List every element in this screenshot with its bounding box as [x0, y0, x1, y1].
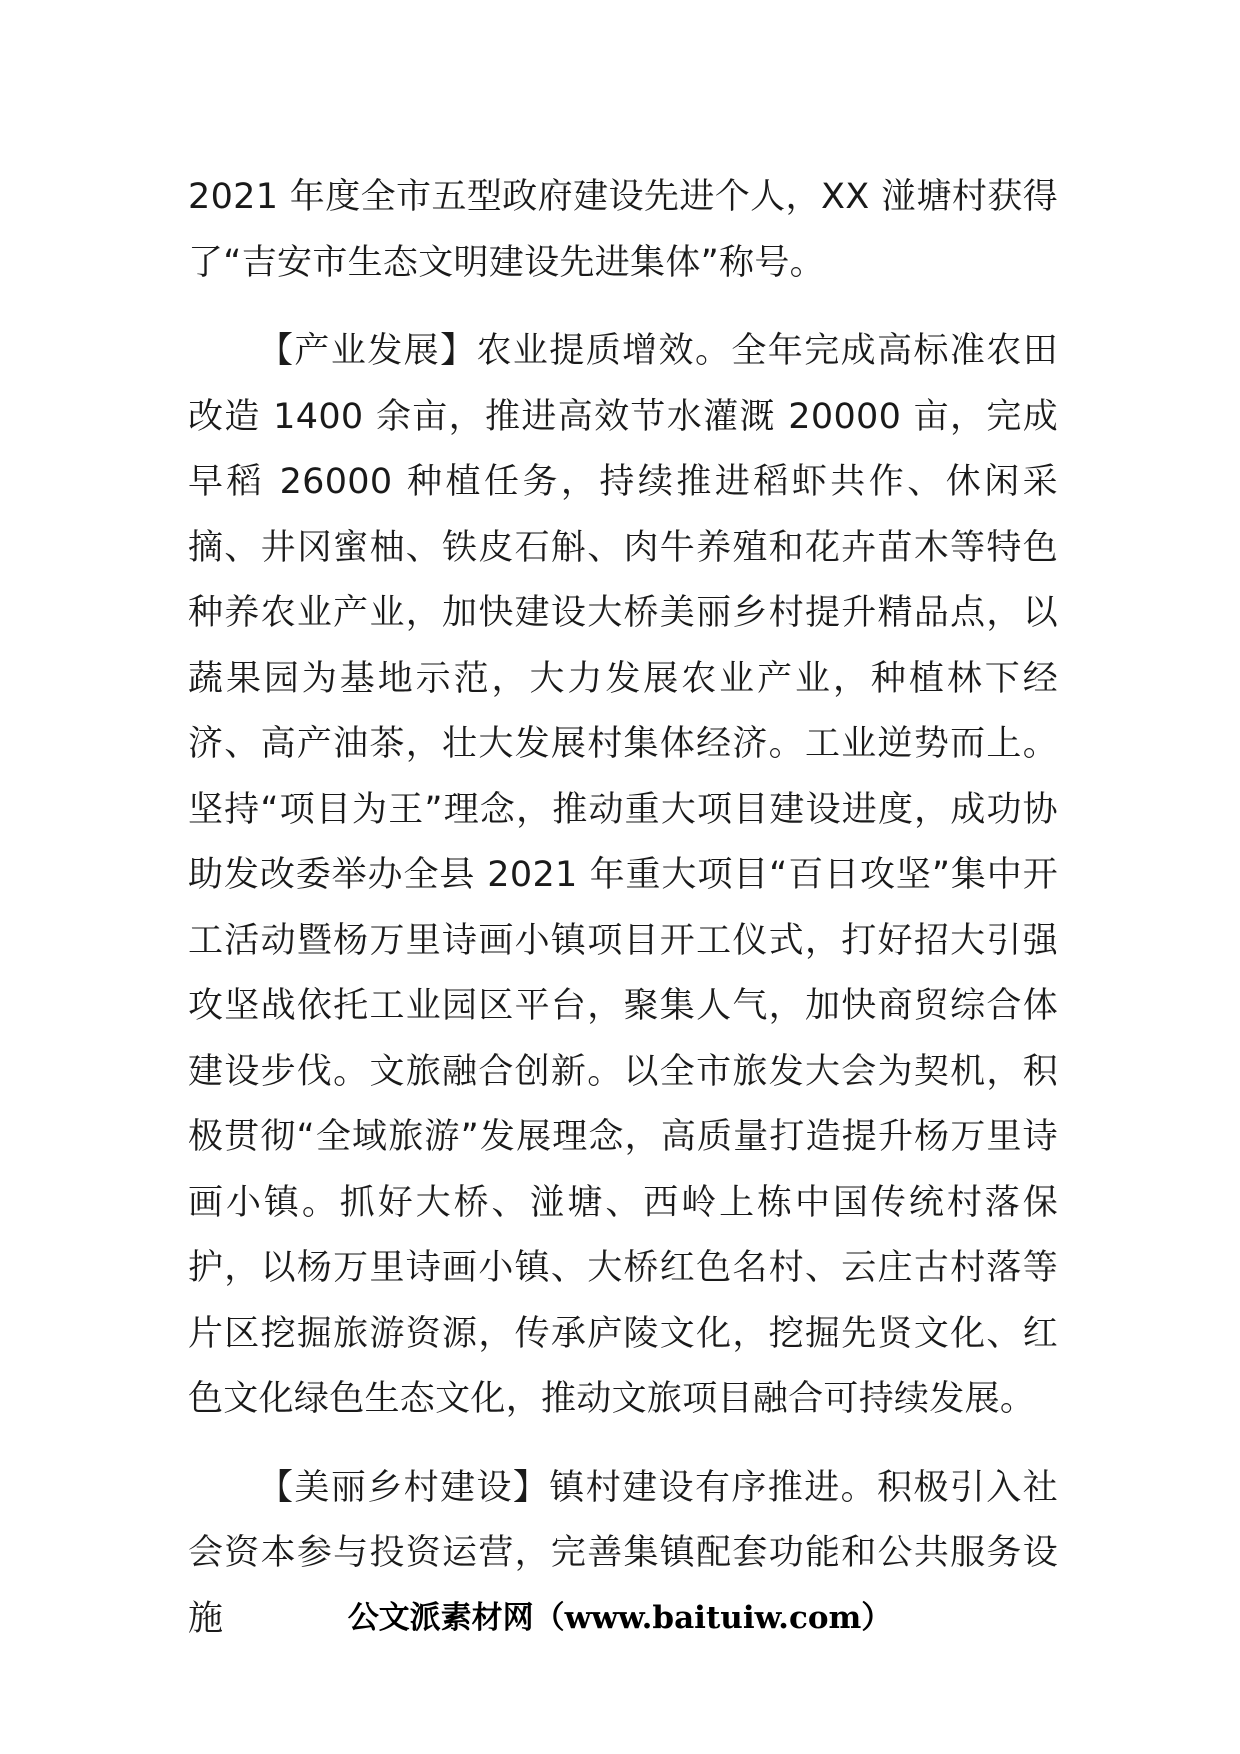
paragraph-industry-development: 【产业发展】农业提质增效。全年完成高标准农田改造 1400 余亩，推进高效节水灌溉 20000 亩，完成早稻 26000 种植任务，持续推进稻虾共作、休闲采摘、井冈蜜柚、铁皮石斛、肉牛养殖和花卉苗木等特色种养农业产业，加快建设大桥美丽乡村提升精品点，以蔬果园为基地示范，大力发展农业产业，种植林下经济、高产油茶，壮大发展村集体经济。工业逆势而上。坚持“项目为王”理念，推动重大项目建设进度，成功协助发改委举办全县 2021 年重大项目“百日攻坚”集中开工活动暨杨万里诗画小镇项目开工仪式，打好招大引强攻坚战依托工业园区平台，聚集人气，加快商贸综合体建设步伐。文旅融合创新。以全市旅发大会为契机，积极贯彻“全域旅游”发展理念，高质量打造提升杨万里诗画小镇。抓好大桥、湴塘、西岭上栋中国传统村落保护，以杨万里诗画小镇、大桥红色名村、云庄古村落等片区挖掘旅游资源，传承庐陵文化，挖掘先贤文化、红色文化绿色生态文化，推动文旅项目融合可持续发展。	[188, 331, 1058, 1419]
footer-watermark: 公文派素材网（www.baituiw.com）	[347, 1600, 893, 1636]
paragraph-continuation: 2021 年度全市五型政府建设先进个人，XX 湴塘村获得了“吉安市生态文明建设先进集体”称号。	[188, 177, 1058, 283]
document-body	[188, 165, 1058, 1652]
paragraph-beautiful-village: 【美丽乡村建设】镇村建设有序推进。积极引入社会资本参与投资运营，完善集镇配套功能和公共服务设施	[188, 1467, 1058, 1639]
